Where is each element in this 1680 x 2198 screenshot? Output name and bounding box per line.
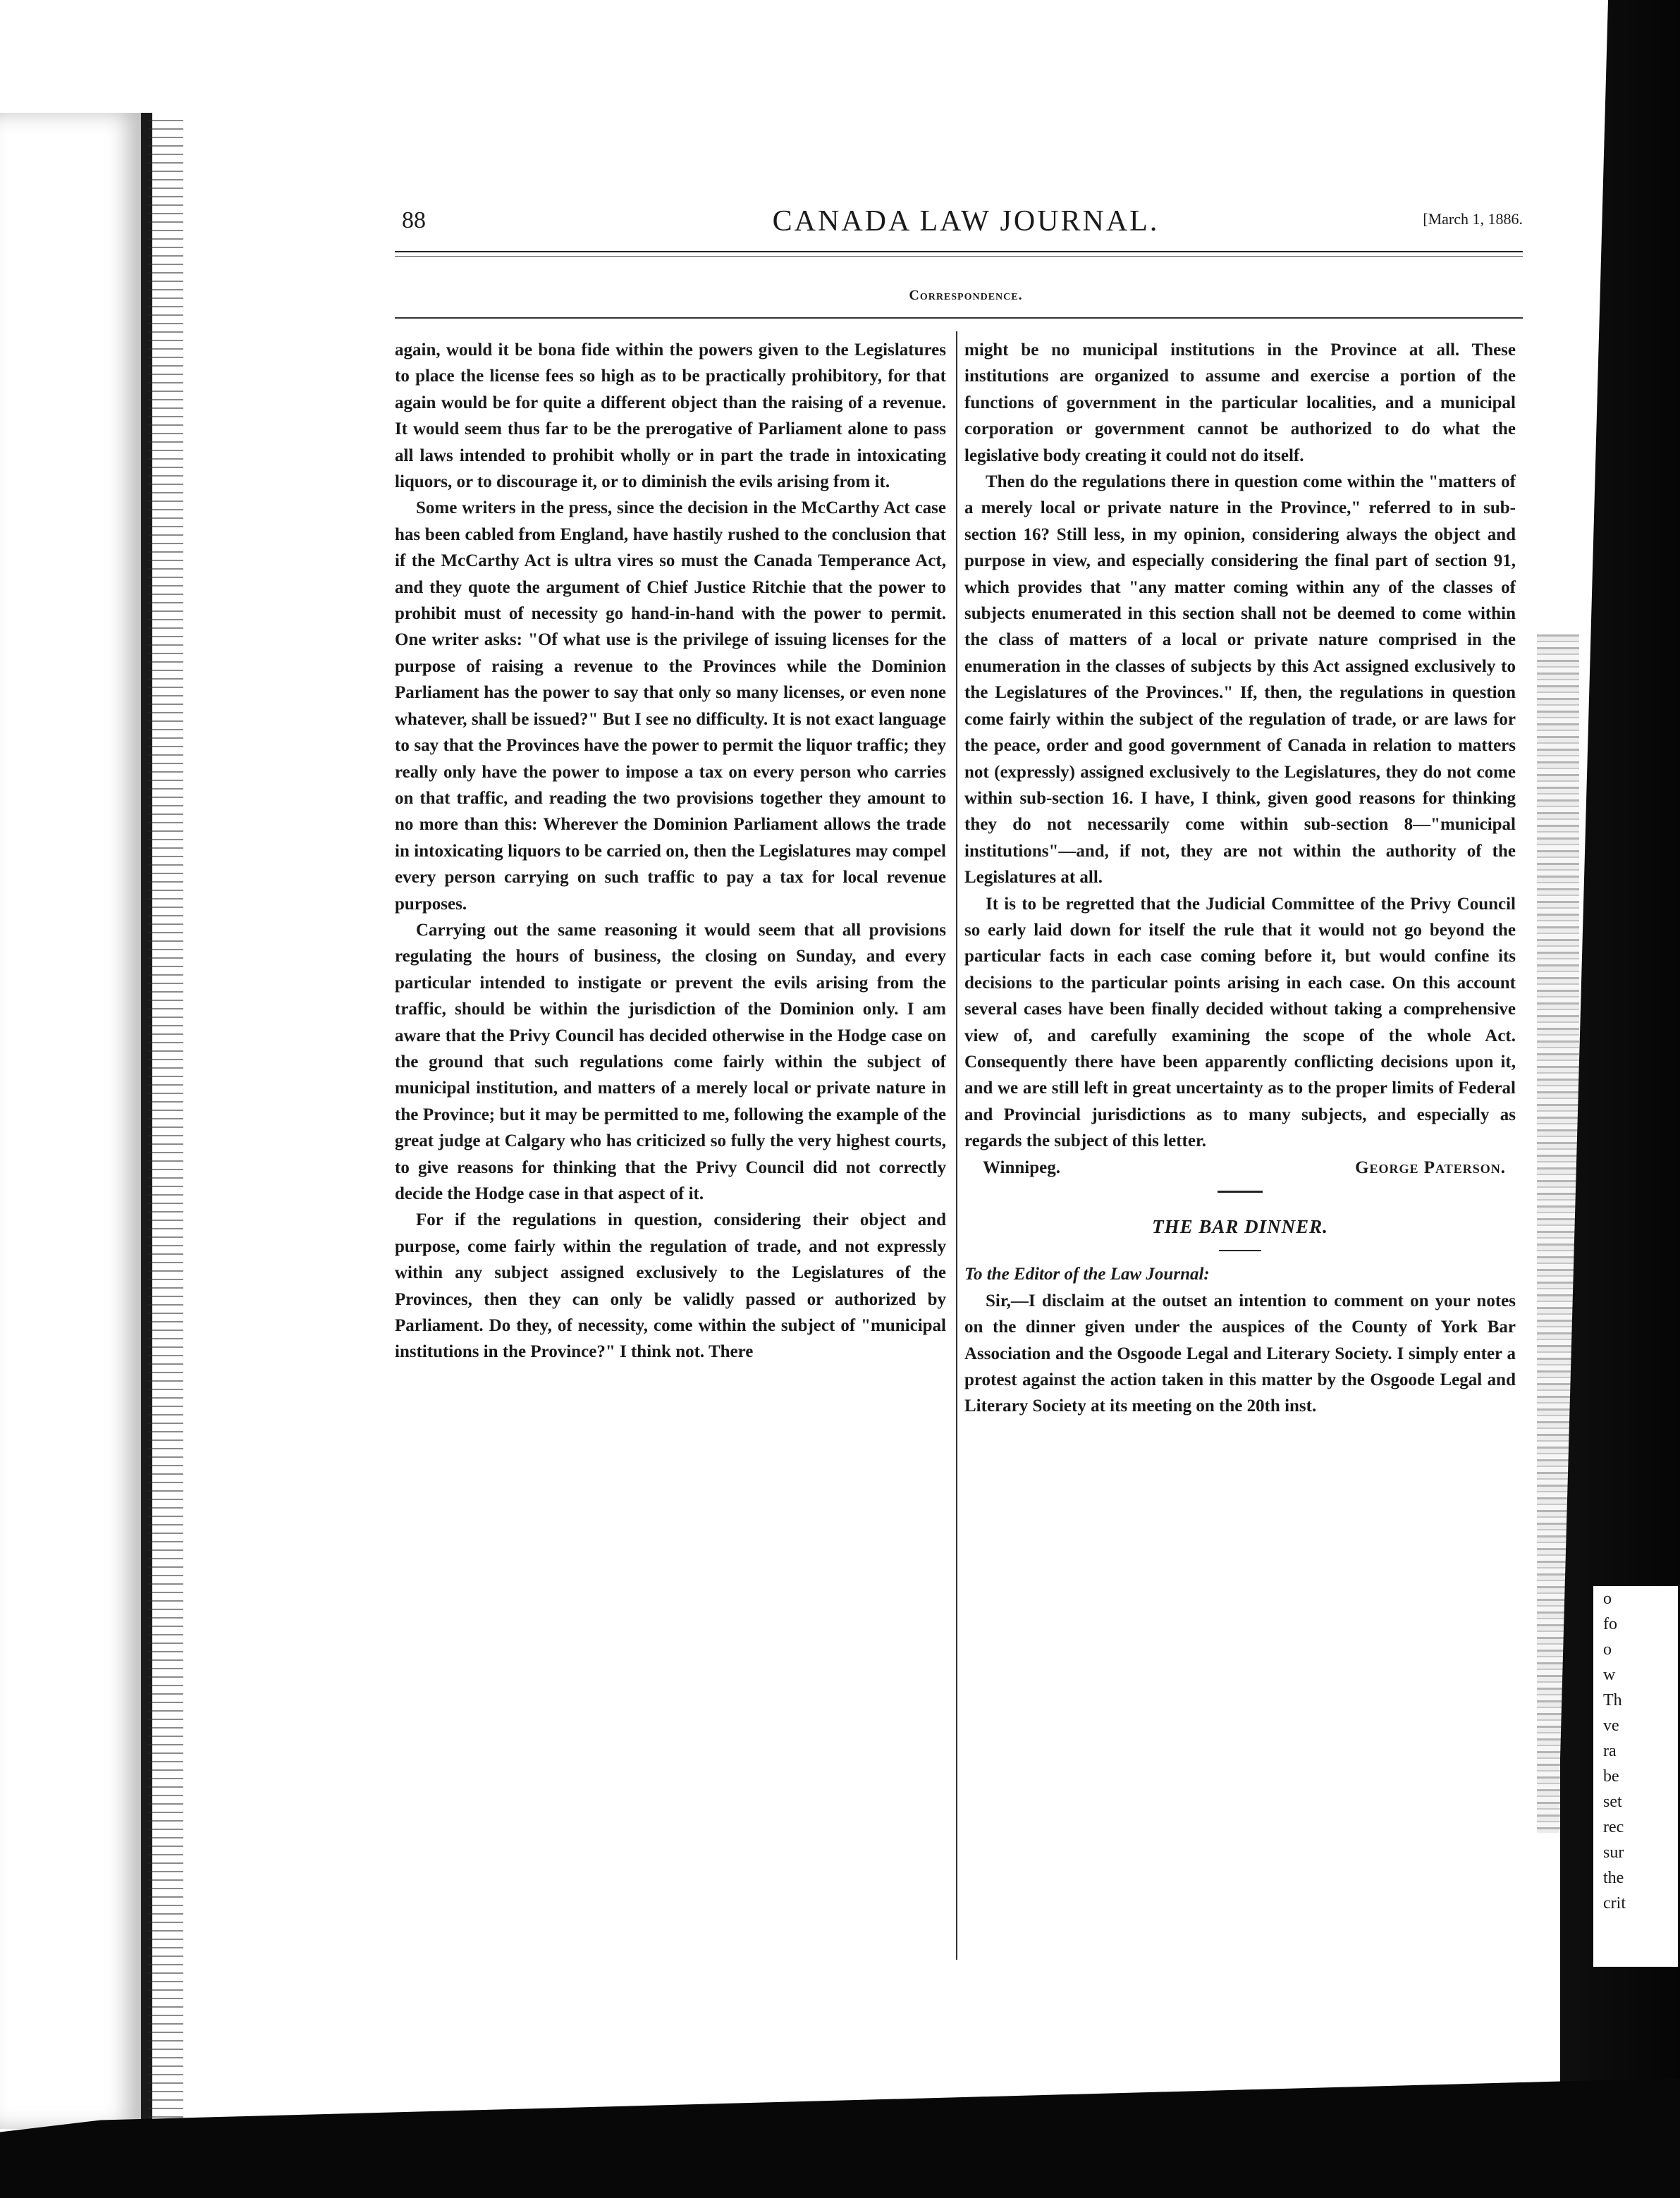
signature-place: Winnipeg. xyxy=(983,1158,1060,1177)
paragraph: It is to be regretted that the Judicial Committee of the Privy Council so early laid down for itself the rule that it would not go beyond the particular facts in each case coming before it, but would confine its decisions to the particular points arising in each case. On this account several cases have been finally decided without taking a comprehensive view of, and carefully examining the scope of the whole Act. Consequently there have been apparently conflicting decisions upon it, and we are still left in great uncertainty as to the proper limits of Federal and Provincial jurisdictions as to many subjects, and especially as regards the subject of this letter. xyxy=(964,894,1516,1151)
facing-line: o xyxy=(1603,1640,1612,1659)
title-rule xyxy=(1219,1250,1261,1251)
scan-border-left xyxy=(0,113,152,2129)
header-rule xyxy=(395,251,1523,257)
paragraph: Carrying out the same reasoning it would seem that all provisions regulating the hours of business, the closing on Sunday, and every particular intended to instigate or prevent the evils arising from the traffic, should be within the jurisdiction of the Dominion only. I am aware that the Privy Council has decided otherwise in the Hodge case on the ground that such regulations come fairly within the subject of municipal institution, and matters of a merely local or private nature in the Province; but it may be permitted to me, following the example of the great judge at Calgary who has criticized so fully the very highest courts, to give reasons for thinking that the Privy Council did not correctly decide the Hodge case in that aspect of it. xyxy=(395,920,946,1203)
running-head xyxy=(395,204,1537,247)
scan-border-top xyxy=(0,0,1680,106)
facing-page-fragment xyxy=(1593,1586,1678,1967)
facing-line: o xyxy=(1603,1590,1612,1608)
journal-title: CANADA LAW JOURNAL. xyxy=(772,205,1160,238)
facing-line: Th xyxy=(1603,1691,1622,1709)
facing-line: set xyxy=(1603,1793,1622,1811)
facing-line: rec xyxy=(1603,1818,1624,1836)
letter-signature xyxy=(964,1155,1516,1181)
paragraph: might be no municipal institutions in the Province at all. These institutions are organized to assume and exercise a portion of the functions of government in the particular localities, and a municipal corporation or government cannot be authorized to do what the legislative body creating it could not do itself. xyxy=(964,340,1516,465)
article-title: THE BAR DINNER. xyxy=(1152,1216,1328,1237)
facing-line: w xyxy=(1603,1666,1616,1684)
facing-line: fo xyxy=(1603,1615,1617,1633)
column-divider xyxy=(956,331,957,1960)
issue-date: [March 1, 1886. xyxy=(1423,210,1523,228)
paragraph: Some writers in the press, since the decision in the McCarthy Act case has been cabled from England, have hastily rushed to the conclusion that if the McCarthy Act is ultra vires so must the Canada Temperance Act, and they quote the argument of Chief Justice Ritchie that the power to prohibit must of necessity go hand-in-hand with the power to permit. One writer asks: "Of what use is the privilege of issuing licenses for the purpose of raising a revenue to the Provinces while the Dominion Parliament has the power to say that only so many licenses, or even none whatever, shall be issued?" But I see no difficulty. It is not exact language to say that the Provinces have the power to permit the liquor traffic; they really only have the power to impose a tax on every person who carries on that traffic, and reading the two provisions together they amount to no more than this: Wherever the Dominion Parliament allows the trade in intoxicating liquors to be carried on, then the Legislatures may compel every person carrying on such traffic to pay a tax for local revenue purposes. xyxy=(395,498,946,914)
facing-line: ra xyxy=(1603,1742,1617,1760)
facing-line: crit xyxy=(1603,1894,1626,1912)
paragraph: again, would it be bona fide within the powers given to the Legislatures to place the license fees so high as to be practically prohibitory, for that again would be for quite a different object than the raising of a revenue. It would seem thus far to be the prerogative of Parliament alone to pass all laws intended to prohibit wholly or in part the trade in intoxicating liquors, or to discourage it, or to diminish the evils arising from it. xyxy=(395,340,946,492)
journal-page xyxy=(395,204,1537,2058)
signature-name: George Paterson. xyxy=(1355,1158,1506,1177)
section-heading: Correspondence. xyxy=(909,288,1023,303)
section-rule xyxy=(395,317,1523,319)
paragraph: Sir,—I disclaim at the outset an intention to comment on your notes on the dinner given under the auspices of the County of York Bar Association and the Osgoode Legal and Literary Society. I simply enter a protest against the action taken in this matter by the Osgoode Legal and Literary Society at its meeting on the 20th inst. xyxy=(964,1291,1516,1416)
facing-line: ve xyxy=(1603,1717,1619,1735)
article-separator xyxy=(1218,1191,1263,1193)
scan-binding-shadow xyxy=(148,120,183,2122)
scan-border-bottom xyxy=(0,2078,1680,2198)
page-number: 88 xyxy=(402,207,426,233)
facing-line: be xyxy=(1603,1767,1619,1786)
left-column xyxy=(395,337,946,1365)
facing-line: the xyxy=(1603,1869,1624,1887)
facing-line: sur xyxy=(1603,1843,1624,1862)
paragraph: For if the regulations in question, considering their object and purpose, come fairly within the regulation of trade, and not expressly within any subject assigned exclusively to the Legislatures of the Provinces, then they can only be validly passed or authorized by Parliament. Do they, of necessity, come within the subject of "municipal institutions in the Province?" I think not. There xyxy=(395,1210,946,1362)
paragraph: Then do the regulations there in question come within the "matters of a merely local or private nature in the Province," referred to in sub-section 16? Still less, in my opinion, considering always the object and purpose in view, and especially considering the final part of section 91, which provides that "any matter coming within any of the classes of subjects enumerated in this section shall not be deemed to come within the class of matters of a local or private nature comprised in the enumeration in the classes of subjects by this Act assigned exclusively to the Legislatures of the Provinces." If, then, the regulations in question come fairly within the subject of the regulation of trade, or are laws for the peace, order and good government of Canada in relation to matters not (expressly) assigned exclusively to the Legislatures, they do not come within sub-section 16. I have, I think, given good reasons for thinking they do not necessarily come within sub-section 8—"municipal institutions"—and, if not, they are not within the authority of the Legislatures at all. xyxy=(964,472,1516,888)
salutation: To the Editor of the Law Journal: xyxy=(964,1265,1210,1284)
right-column xyxy=(964,337,1516,1420)
